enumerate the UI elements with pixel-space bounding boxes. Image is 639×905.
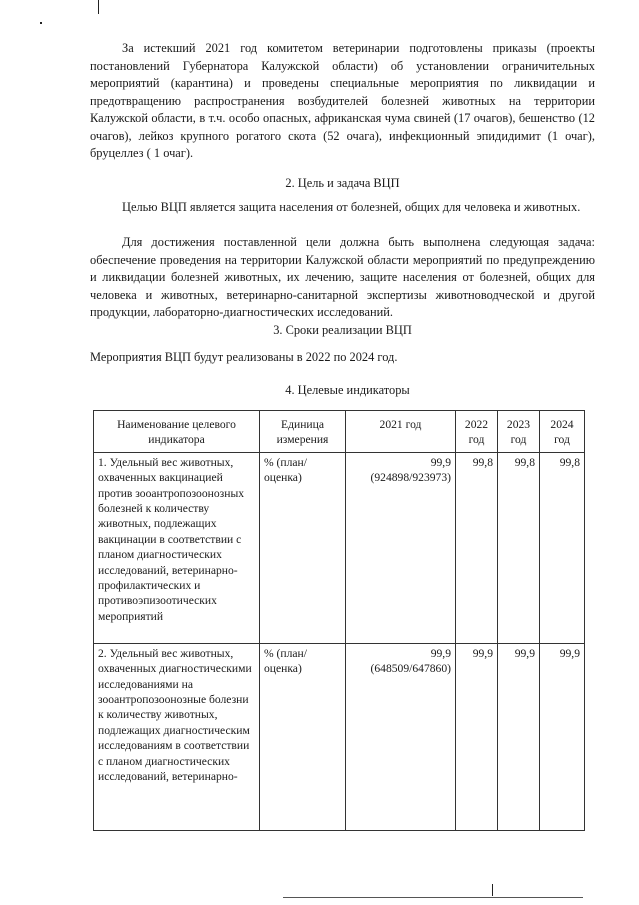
row-value-2024: 99,8 (540, 452, 585, 643)
footer-rule (283, 897, 583, 898)
header-2021: 2021 год (346, 411, 456, 453)
table-header-row (94, 411, 585, 453)
row-value-2021 (346, 452, 456, 643)
header-indicator-name: Наименование целевого индикатора (94, 411, 260, 453)
paragraph-goal: Целью ВЦП является защита населения от болезней, общих для человека и животных. (122, 200, 581, 214)
table-row (94, 643, 585, 830)
row-value-2023: 99,9 (498, 643, 540, 830)
row-indicator-name: 2. Удельный вес животных, охваченных диагностическими исследованиями на зооантропозоонозные болезни к количеству животных, подлежащих диагностическим исследованиям в соответствии с планом диагностических исследований, ветеринарно- (94, 643, 260, 830)
paragraph-history: За истекший 2021 год комитетом ветеринарии подготовлены приказы (проекты постановлений Губернатора Калужской области) об установлении ограничительных мероприятий (карантина) и проведены специальные мероприятия по ликвидации и предотвращению распространения возбудителей болезней животных на территории Калужской области, в т.ч. особо опасных, африканская чума свиней (17 очагов), бешенство (12 очагов), лейкоз крупного рогатого скота (52 очага), инфекционный эпидидимит (1 очаг), бруцеллез ( 1 очаг). (90, 41, 595, 160)
header-2023-year: 2023 (506, 418, 531, 431)
header-2022 (456, 411, 498, 453)
header-2022-god: год (468, 433, 485, 447)
heading-indicators: 4. Целевые индикаторы (285, 383, 410, 397)
heading-terms: 3. Сроки реализации ВЦП (273, 323, 412, 337)
row-value-2021-detail: (924898/923973) (370, 471, 451, 485)
row-value-2021-main: 99,9 (430, 646, 451, 660)
header-2022-year: 2022 (464, 418, 489, 431)
header-2024-god: год (554, 433, 570, 447)
row-value-2021 (346, 643, 456, 830)
row-value-2024: 99,9 (540, 643, 585, 830)
paragraph-task: Для достижения поставленной цели должна быть выполнена следующая задача: обеспечение проведения на территории Калужской области мероприятий по предупреждению и ликвидации болезней животных, их лечению, защите населения от болезней, общих для человека и животных, ветеринарно-санитарной экспертизы животноводческой и другой продукции, лабораторно-диагностических исследований. (90, 235, 595, 319)
row-value-2023: 99,8 (498, 452, 540, 643)
paragraph-terms: Мероприятия ВЦП будут реализованы в 2022 по 2024 год. (90, 350, 398, 364)
row-value-2022: 99,9 (456, 643, 498, 830)
indicators-table (93, 410, 585, 831)
scan-mark-top (98, 0, 99, 14)
row-indicator-name: 1. Удельный вес животных, охваченных вакцинацией против зооантропозоонозных болезней к количеству животных, подлежащих вакцинации в соответствии с планом диагностических исследований, ветеринарно-профилактических и противоэпизоотических мероприятий (94, 452, 260, 643)
header-2023-god: год (510, 433, 527, 447)
row-value-2022: 99,8 (456, 452, 498, 643)
scan-mark-left (40, 22, 42, 24)
table-row (94, 452, 585, 643)
header-unit: Единица измерения (260, 411, 346, 453)
scan-mark-bottom (492, 884, 493, 896)
row-value-2021-detail: (648509/647860) (370, 662, 451, 676)
heading-goal: 2. Цель и задача ВЦП (285, 176, 400, 190)
header-2023 (498, 411, 540, 453)
header-2024-year: 2024 (550, 418, 574, 431)
row-unit: % (план/оценка) (260, 452, 346, 643)
row-value-2021-main: 99,9 (430, 455, 451, 469)
header-2024 (540, 411, 585, 453)
row-unit: % (план/оценка) (260, 643, 346, 830)
